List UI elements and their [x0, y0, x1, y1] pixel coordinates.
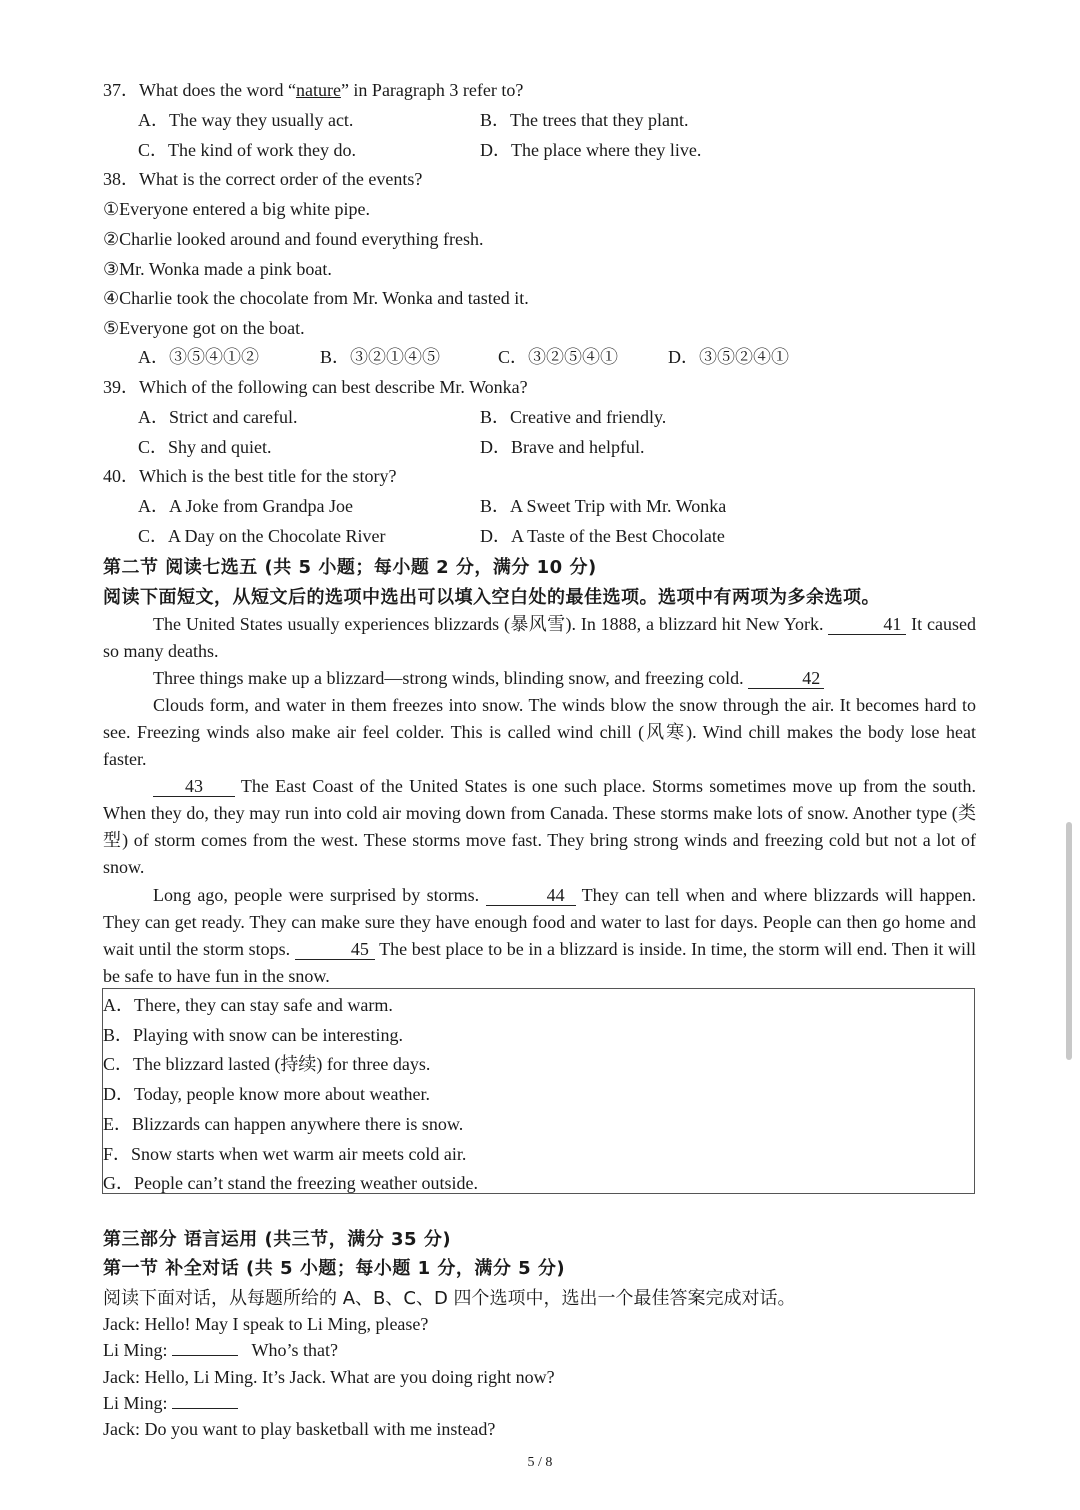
section-2-instruction: 阅读下面短文，从短文后的选项中选出可以填入空白处的最佳选项。选项中有两项为多余选项。: [103, 587, 880, 608]
q39-option-a[interactable]: A．Strict and careful.: [138, 407, 298, 427]
dialogue-line-1: Jack: Hello! May I speak to Li Ming, please?: [103, 1314, 429, 1334]
question-37-stem: [103, 79, 523, 101]
section-2-heading: 第二节 阅读七选五 (共 5 小题；每小题 2 分，满分 10 分): [103, 557, 597, 578]
dialogue-blank-2[interactable]: [172, 1408, 238, 1409]
question-39-stem: 39．Which of the following can best describe Mr. Wonka?: [103, 377, 528, 397]
q37-key-word: nature: [295, 80, 341, 100]
part-3-instruction: 阅读下面对话，从每题所给的 A、B、C、D 四个选项中，选出一个最佳答案完成对话。: [103, 1288, 796, 1309]
q40-option-a[interactable]: A．A Joke from Grandpa Joe: [138, 496, 353, 516]
q37-option-c[interactable]: C．The kind of work they do.: [138, 140, 356, 160]
p4-text: The East Coast of the United States is one such place. Storms sometimes move up from the south. When they do, they may run into cold air moving down from Canada. These storms make lots of snow. Another type (类型) of storm comes from the west. These storms move fast. They bring strong winds and freezing cold but not a lot of snow.: [103, 776, 976, 877]
scrollbar[interactable]: [1066, 822, 1072, 1060]
q39-option-b[interactable]: B．Creative and friendly.: [480, 407, 667, 427]
q40-option-b[interactable]: B．A Sweet Trip with Mr. Wonka: [480, 496, 727, 516]
q37-option-a[interactable]: A．The way they usually act.: [138, 110, 354, 130]
p5-text-b: They can tell when and where blizzards will happen. They can get ready. They can make sure they have enough food and water to last for days. People can then go home and wait until the storm stops.: [103, 885, 977, 959]
box-option-a[interactable]: A．There, they can stay safe and warm.: [103, 995, 393, 1015]
p2-text: Three things make up a blizzard—strong winds, blinding snow, and freezing cold.: [153, 668, 744, 688]
q38-option-a[interactable]: A．③⑤④①②: [138, 347, 259, 367]
q40-option-c[interactable]: C．A Day on the Chocolate River: [138, 526, 386, 546]
q38-option-c[interactable]: C．③②⑤④①: [498, 347, 619, 367]
part-3-heading: 第三部分 语言运用 (共三节，满分 35 分): [103, 1229, 452, 1250]
q38-event-1: ①Everyone entered a big white pipe.: [103, 199, 371, 219]
q38-event-3: ③Mr. Wonka made a pink boat.: [103, 259, 332, 279]
q38-event-5: ⑤Everyone got on the boat.: [103, 318, 305, 338]
q38-option-d[interactable]: D．③⑤②④①: [668, 347, 789, 367]
box-option-b[interactable]: B．Playing with snow can be interesting.: [103, 1025, 403, 1045]
box-option-f[interactable]: F．Snow starts when wet warm air meets cold air.: [103, 1144, 467, 1164]
p1-text-b: It caused so many deaths.: [103, 614, 976, 661]
q39-option-c[interactable]: C．Shy and quiet.: [138, 437, 272, 457]
dialogue-line-4: [103, 1392, 238, 1414]
passage-paragraph-4: [103, 773, 976, 881]
q37-stem-prefix: 37．What does the word “: [103, 80, 296, 100]
box-option-d[interactable]: D．Today, people know more about weather.: [103, 1084, 430, 1104]
q38-event-4: ④Charlie took the chocolate from Mr. Wonka and tasted it.: [103, 288, 529, 308]
page-number: 5 / 8: [527, 1455, 553, 1470]
q37-stem-suffix: ” in Paragraph 3 refer to?: [340, 80, 524, 100]
p5-text-a: Long ago, people were surprised by storms.: [153, 885, 480, 905]
question-38-stem: 38．What is the correct order of the events?: [103, 169, 423, 189]
q38-event-2: ②Charlie looked around and found everything fresh.: [103, 229, 484, 249]
blank-45[interactable]: 45: [295, 939, 375, 960]
part-3-section-1-heading: 第一节 补全对话 (共 5 小题；每小题 1 分，满分 5 分): [103, 1258, 566, 1279]
q39-option-d[interactable]: D．Brave and helpful.: [480, 437, 645, 457]
dialogue-blank-1[interactable]: [172, 1355, 238, 1356]
q37-option-b[interactable]: B．The trees that they plant.: [480, 110, 689, 130]
question-40-stem: 40．Which is the best title for the story?: [103, 466, 397, 486]
blank-44[interactable]: 44: [486, 885, 576, 906]
p1-text-a: The United States usually experiences blizzards (暴风雪). In 1888, a blizzard hit New York.: [153, 614, 824, 634]
blank-42[interactable]: 42: [748, 668, 824, 689]
q38-option-b[interactable]: B．③②①④⑤: [320, 347, 441, 367]
box-option-e[interactable]: E．Blizzards can happen anywhere there is snow.: [103, 1114, 464, 1134]
passage-paragraph-5: [103, 882, 976, 990]
q40-option-d[interactable]: D．A Taste of the Best Chocolate: [480, 526, 725, 546]
passage-paragraph-2: [103, 665, 976, 692]
passage-paragraph-3: Clouds form, and water in them freezes into snow. The winds blow the snow through the air. It becomes hard to see. Freezing winds also make air feel colder. This is called wind chill (风寒). Wind chill makes the body lose heat faster.: [103, 695, 976, 769]
speaker-li-ming-2: Li Ming:: [103, 1393, 168, 1413]
blank-41[interactable]: 41: [828, 614, 906, 635]
passage-paragraph-1: [103, 611, 976, 665]
dialogue-line-2-text: Who’s that?: [251, 1340, 338, 1360]
box-option-c[interactable]: C．The blizzard lasted (持续) for three days.: [103, 1054, 431, 1074]
blank-43[interactable]: 43: [153, 776, 235, 797]
dialogue-line-2: [103, 1339, 338, 1361]
q37-option-d[interactable]: D．The place where they live.: [480, 140, 702, 160]
dialogue-line-5: Jack: Do you want to play basketball with me instead?: [103, 1419, 496, 1439]
speaker-li-ming: Li Ming:: [103, 1340, 168, 1360]
dialogue-line-3: Jack: Hello, Li Ming. It’s Jack. What are you doing right now?: [103, 1367, 555, 1387]
p5-text-c: The best place to be in a blizzard is inside. In time, the storm will end. Then it will be safe to have fun in the snow.: [103, 939, 977, 986]
box-option-g[interactable]: G．People can’t stand the freezing weather outside.: [103, 1173, 479, 1193]
